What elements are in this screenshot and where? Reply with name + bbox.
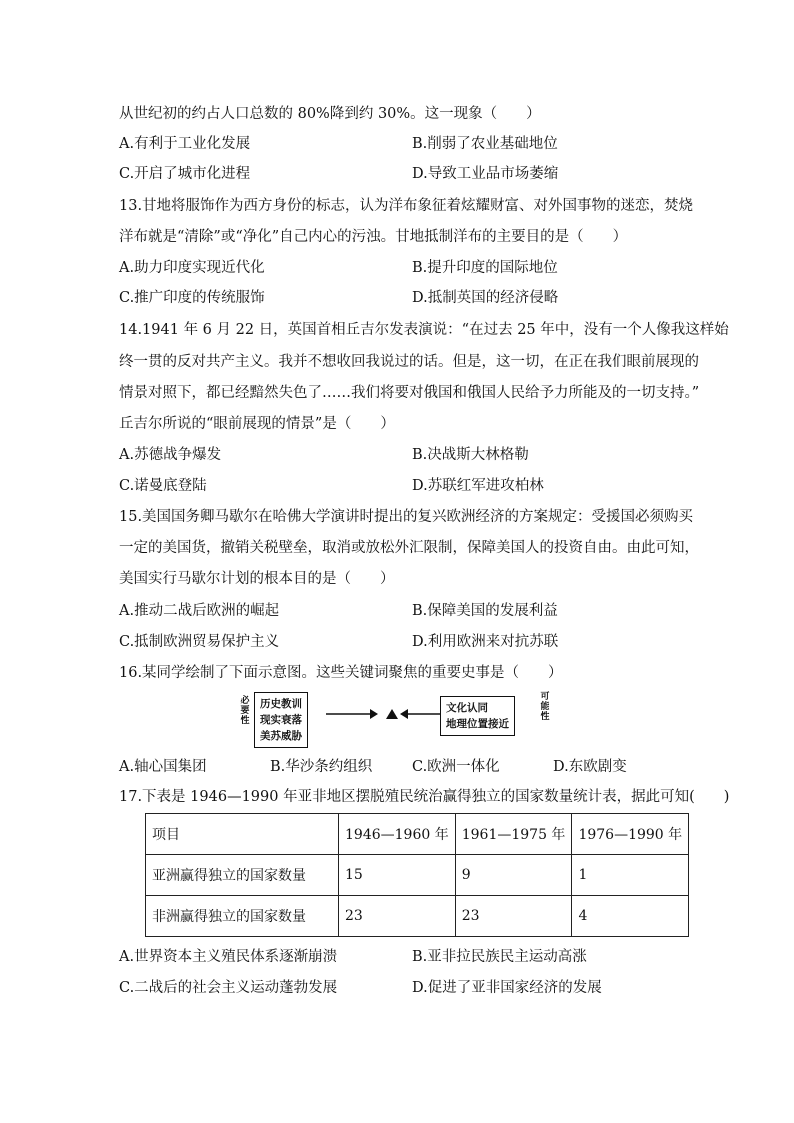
triangle-icon [386, 709, 398, 719]
q13-option-c[interactable]: C.推广印度的传统服饰 [119, 290, 265, 306]
table-cell: 非洲赢得独立的国家数量 [146, 896, 339, 937]
q16-option-c[interactable]: C.欧洲一体化 [412, 759, 500, 775]
table-header-cell: 1976—1990 年 [572, 814, 689, 855]
q15-option-a[interactable]: A.推动二战后欧洲的崛起 [119, 603, 280, 619]
table-row [146, 896, 689, 937]
q16-stem: 16.某同学绘制了下面示意图。这些关键词聚焦的重要史事是（ ） [119, 665, 563, 681]
table-header-cell: 项目 [146, 814, 339, 855]
q13-stem-line-1: 13.甘地将服饰作为西方身份的标志，认为洋布象征着炫耀财富、对外国事物的迷恋，焚烧 [119, 198, 694, 214]
q13-option-b[interactable]: B.提升印度的国际地位 [412, 260, 558, 276]
q16-option-d[interactable]: D.东欧剧变 [553, 759, 627, 775]
q15-option-c[interactable]: C.抵制欧洲贸易保护主义 [119, 634, 280, 650]
q14-stem-line-3: 情景对照下，都已经黯然失色了……我们将要对俄国和俄国人民给予力所能及的一切支持。” [119, 385, 700, 401]
table-cell: 1 [572, 855, 689, 896]
table-header-cell: 1946—1960 年 [339, 814, 456, 855]
q15-stem-line-3: 美国实行马歇尔计划的根本目的是（ ） [119, 571, 395, 587]
necessity-item: 美苏威胁 [260, 730, 302, 742]
q14-option-b[interactable]: B.决战斯大林格勒 [412, 447, 529, 463]
necessity-item: 历史教训 [260, 698, 302, 710]
table-header-row [146, 814, 689, 855]
necessity-box [254, 692, 308, 748]
q14-option-d[interactable]: D.苏联红军进攻柏林 [412, 478, 544, 494]
q12-option-d[interactable]: D.导致工业品市场萎缩 [412, 166, 559, 182]
q14-option-a[interactable]: A.苏德战争爆发 [119, 447, 222, 463]
q17-table [145, 813, 689, 937]
q12-option-b[interactable]: B.削弱了农业基础地位 [412, 136, 558, 152]
necessity-label: 必要性 [240, 696, 250, 726]
possibility-item: 地理位置接近 [446, 718, 509, 730]
q17-option-c[interactable]: C.二战后的社会主义运动蓬勃发展 [119, 980, 338, 996]
table-cell: 15 [339, 855, 456, 896]
q14-stem-line-2: 终一贯的反对共产主义。我并不想收回我说过的话。但是，这一切，在正在我们眼前展现的 [119, 354, 699, 370]
q13-option-d[interactable]: D.抵制英国的经济侵略 [412, 290, 559, 306]
table-row [146, 855, 689, 896]
table-cell: 4 [572, 896, 689, 937]
necessity-item: 现实衰落 [260, 714, 302, 726]
possibility-label: 可能性 [540, 692, 550, 722]
q16-option-b[interactable]: B.华沙条约组织 [270, 759, 373, 775]
q15-stem-line-1: 15.美国国务卿马歇尔在哈佛大学演讲时提出的复兴欧洲经济的方案规定：受援国必须购买 [119, 509, 694, 525]
q17-option-d[interactable]: D.促进了亚非国家经济的发展 [412, 980, 602, 996]
q13-option-a[interactable]: A.助力印度实现近代化 [119, 260, 265, 276]
possibility-item: 文化认同 [446, 702, 488, 714]
q14-stem-line-4: 丘吉尔所说的“眼前展现的情景”是（ ） [119, 416, 395, 432]
q17-option-b[interactable]: B.亚非拉民族民主运动高涨 [412, 949, 587, 965]
q14-option-c[interactable]: C.诺曼底登陆 [119, 478, 207, 494]
table-cell: 亚洲赢得独立的国家数量 [146, 855, 339, 896]
q17-stem: 17.下表是 1946—1990 年亚非地区摆脱殖民统治赢得独立的国家数量统计表，据此可知( ) [119, 789, 730, 805]
q16-diagram [240, 690, 555, 746]
table-cell: 23 [339, 896, 456, 937]
q17-option-a[interactable]: A.世界资本主义殖民体系逐渐崩溃 [119, 949, 338, 965]
q15-option-b[interactable]: B.保障美国的发展利益 [412, 603, 558, 619]
arrows-icon [320, 700, 446, 730]
table-cell: 9 [455, 855, 572, 896]
q15-stem-line-2: 一定的美国货，撤销关税壁垒，取消或放松外汇限制，保障美国人的投资自由。由此可知， [119, 540, 699, 556]
q12-stem: 从世纪初的约占人口总数的 80%降到约 30%。这一现象（ ） [119, 106, 541, 122]
q16-option-a[interactable]: A.轴心国集团 [119, 759, 207, 775]
q14-stem-line-1: 14.1941 年 6 月 22 日，英国首相丘吉尔发表演说：“在过去 25 年中，没有一个人像我这样始 [119, 322, 729, 338]
possibility-box [440, 696, 515, 736]
q13-stem-line-2: 洋布就是“清除”或“净化”自己内心的污浊。甘地抵制洋布的主要目的是（ ） [119, 229, 628, 245]
q12-option-c[interactable]: C.开启了城市化进程 [119, 166, 251, 182]
table-cell: 23 [455, 896, 572, 937]
q12-option-a[interactable]: A.有利于工业化发展 [119, 136, 251, 152]
q15-option-d[interactable]: D.利用欧洲来对抗苏联 [412, 634, 559, 650]
table-header-cell: 1961—1975 年 [455, 814, 572, 855]
